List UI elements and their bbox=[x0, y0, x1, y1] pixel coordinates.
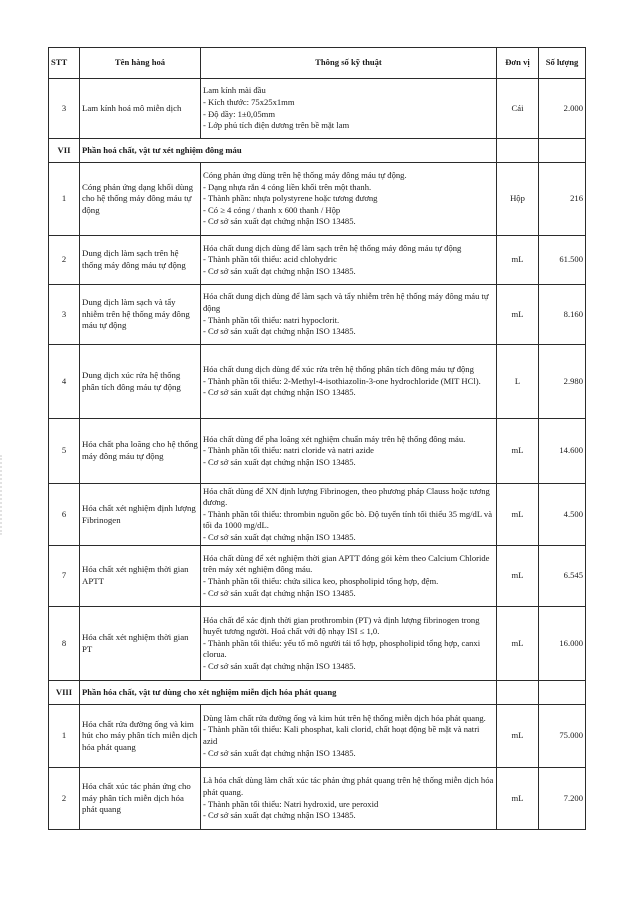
spec-line: - Thành phần tối thiểu: 2-Methyl-4-isothiazolin-3-one hydrochloride (MIT HCl). bbox=[203, 375, 481, 386]
spec-line: - Thành phần tối thiểu: acid chlohydric bbox=[203, 254, 337, 265]
spec-line: - Cơ sở sản xuất đạt chứng nhận ISO 13485. bbox=[203, 810, 356, 821]
spec-line: - Thành phần tối thiểu: Natri hydroxid, ure peroxid bbox=[203, 798, 379, 809]
section-unit-empty bbox=[497, 681, 539, 705]
table-body bbox=[49, 79, 586, 830]
spec-line: - Cơ sở sản xuất đạt chứng nhận ISO 13485. bbox=[203, 387, 356, 398]
header-unit: Đơn vị bbox=[497, 48, 539, 79]
row-stt: 4 bbox=[49, 345, 80, 419]
table-row bbox=[49, 546, 586, 607]
section-number: VII bbox=[49, 139, 80, 163]
faint-stamp-watermark bbox=[0, 455, 20, 535]
row-unit: Hộp bbox=[497, 163, 539, 236]
table-row bbox=[49, 484, 586, 546]
row-name: Hóa chất xét nghiệm thời gian PT bbox=[80, 607, 201, 681]
row-unit: mL bbox=[497, 236, 539, 285]
row-qty: 6.545 bbox=[539, 546, 586, 607]
table-row bbox=[49, 163, 586, 236]
spec-line: - Thành phần tối thiểu: thrombin nguồn gốc bò. Độ tuyến tính tối thiểu 35 mg/dL và tối đa 1000 mg/dL. bbox=[203, 508, 493, 531]
spec-line: Hóa chất dung dịch dùng để làm sạch và tẩy nhiễm trên hệ thống máy đông máu tự động bbox=[203, 291, 489, 313]
table-row bbox=[49, 419, 586, 484]
table-row bbox=[49, 285, 586, 345]
row-stt: 3 bbox=[49, 285, 80, 345]
row-qty: 61.500 bbox=[539, 236, 586, 285]
spec-line: Cóng phản ứng dùng trên hệ thống máy đông máu tự động. bbox=[203, 170, 407, 181]
row-qty: 14.600 bbox=[539, 419, 586, 484]
row-spec bbox=[201, 236, 497, 285]
spec-line: - Thành phần: nhựa polystyrene hoặc tương đương bbox=[203, 193, 378, 204]
spec-line: - Cơ sở sản xuất đạt chứng nhận ISO 13485. bbox=[203, 265, 356, 276]
row-name: Hóa chất pha loãng cho hệ thống máy đông máu tự động bbox=[80, 419, 201, 484]
section-number: VIII bbox=[49, 681, 80, 705]
section-title: Phần hoá chất, vật tư xét nghiệm đông máu bbox=[80, 139, 497, 163]
spec-line: - Cơ sở sản xuất đạt chứng nhận ISO 13485. bbox=[203, 747, 356, 758]
row-name: Dung dịch làm sạch trên hệ thống máy đông máu tự động bbox=[80, 236, 201, 285]
row-stt: 2 bbox=[49, 768, 80, 830]
spec-line: Hóa chất dùng để XN định lượng Fibrinogen, theo phương pháp Clauss hoặc tương đương. bbox=[203, 485, 490, 508]
spec-line: Hóa chất dung dịch dùng để làm sạch trên hệ thống máy đông máu tự động bbox=[203, 242, 462, 253]
row-unit: mL bbox=[497, 768, 539, 830]
spec-line: Hóa chất dùng để pha loãng xét nghiệm chuẩn máy trên hệ thống đông máu. bbox=[203, 433, 466, 444]
row-unit: mL bbox=[497, 546, 539, 607]
spec-line: Hóa chất dung dịch dùng để xúc rửa trên hệ thống phân tích đông máu tự động bbox=[203, 364, 474, 375]
row-spec bbox=[201, 163, 497, 236]
row-unit: mL bbox=[497, 607, 539, 681]
spec-line: - Thành phần tối thiểu: chứa silica keo, phospholipid tổng hợp, đệm. bbox=[203, 576, 439, 586]
table-row bbox=[49, 345, 586, 419]
section-row bbox=[49, 681, 586, 705]
section-qty-empty bbox=[539, 139, 586, 163]
row-spec bbox=[201, 546, 497, 607]
spec-line: Lam kính mài đầu bbox=[203, 85, 266, 96]
row-qty: 75.000 bbox=[539, 705, 586, 768]
row-spec bbox=[201, 768, 497, 830]
row-stt: 7 bbox=[49, 546, 80, 607]
row-unit: L bbox=[497, 345, 539, 419]
row-spec bbox=[201, 285, 497, 345]
spec-line: Dùng làm chất rửa đường ống và kim hút trên hệ thống miễn dịch hóa phát quang. bbox=[203, 712, 486, 723]
section-unit-empty bbox=[497, 139, 539, 163]
row-unit: mL bbox=[497, 285, 539, 345]
row-spec bbox=[201, 607, 497, 681]
spec-line: - Thành phần tối thiểu: natri hypoclorit. bbox=[203, 314, 340, 325]
spec-line: - Độ dầy: 1±0,05mm bbox=[203, 108, 276, 119]
row-spec bbox=[201, 345, 497, 419]
section-qty-empty bbox=[539, 681, 586, 705]
table-row bbox=[49, 768, 586, 830]
spec-line: - Có ≥ 4 cóng / thanh x 600 thanh / Hộp bbox=[203, 204, 341, 215]
spec-line: - Lớp phủ tích điện dương trên bề mặt lam bbox=[203, 120, 350, 131]
spec-line: Là hóa chất dùng làm chất xúc tác phản ứng phát quang trên hệ thống miễn dịch hóa phát quang. bbox=[203, 775, 494, 797]
row-stt: 8 bbox=[49, 607, 80, 681]
row-spec bbox=[201, 419, 497, 484]
row-spec bbox=[201, 484, 497, 546]
table-row bbox=[49, 607, 586, 681]
row-stt: 1 bbox=[49, 163, 80, 236]
row-name: Hóa chất rửa đường ống và kim hút cho máy phân tích miễn dịch hóa phát quang bbox=[80, 705, 201, 768]
row-unit: mL bbox=[497, 484, 539, 546]
row-name: Hóa chất xét nghiệm thời gian APTT bbox=[80, 546, 201, 607]
row-stt: 1 bbox=[49, 705, 80, 768]
section-row bbox=[49, 139, 586, 163]
row-unit: Cái bbox=[497, 79, 539, 139]
header-name: Tên hàng hoá bbox=[80, 48, 201, 79]
row-spec bbox=[201, 705, 497, 768]
table-row bbox=[49, 236, 586, 285]
spec-line: - Cơ sở sản xuất đạt chứng nhận ISO 13485. bbox=[203, 587, 356, 598]
section-title: Phần hóa chất, vật tư dùng cho xét nghiệm miễn dịch hóa phát quang bbox=[80, 681, 497, 705]
row-qty: 216 bbox=[539, 163, 586, 236]
row-qty: 2.000 bbox=[539, 79, 586, 139]
specification-table bbox=[48, 47, 586, 830]
header-qty: Số lượng bbox=[539, 48, 586, 79]
header-stt: STT bbox=[49, 48, 80, 79]
row-name: Lam kính hoá mô miễn dịch bbox=[80, 79, 201, 139]
row-qty: 16.000 bbox=[539, 607, 586, 681]
row-name: Dung dịch xúc rửa hệ thống phân tích đông máu tự động bbox=[80, 345, 201, 419]
spec-line: - Cơ sở sản xuất đạt chứng nhận ISO 13485. bbox=[203, 216, 356, 227]
row-unit: mL bbox=[497, 419, 539, 484]
row-stt: 2 bbox=[49, 236, 80, 285]
row-qty: 7.200 bbox=[539, 768, 586, 830]
spec-line: - Kích thước: 75x25x1mm bbox=[203, 96, 295, 107]
row-qty: 2.980 bbox=[539, 345, 586, 419]
row-qty: 8.160 bbox=[539, 285, 586, 345]
row-stt: 3 bbox=[49, 79, 80, 139]
spec-line: - Thành phần tối thiểu: Kali phosphat, kali clorid, chất hoạt động bề mặt và natri azid bbox=[203, 724, 480, 746]
spec-line: - Thành phần tối thiểu: yếu tố mô người tái tổ hợp, phospholipid tổng hợp, canxi clorua. bbox=[203, 637, 481, 660]
spec-line: Hóa chất dùng để xét nghiệm thời gian APTT đóng gói kèm theo Calcium Chloride trên máy xét nghiệm đông máu. bbox=[203, 552, 490, 575]
header-row bbox=[49, 48, 586, 79]
spec-line: - Cơ sở sản xuất đạt chứng nhận ISO 13485. bbox=[203, 531, 356, 542]
spec-line: - Thành phần tối thiểu: natri cloride và natri azide bbox=[203, 445, 374, 456]
row-name: Hóa chất xét nghiệm định lượng Fibrinogen bbox=[80, 484, 201, 546]
row-stt: 5 bbox=[49, 419, 80, 484]
table-row bbox=[49, 705, 586, 768]
row-stt: 6 bbox=[49, 484, 80, 546]
table-row bbox=[49, 79, 586, 139]
header-spec: Thông số kỹ thuật bbox=[201, 48, 497, 79]
row-name: Hóa chất xúc tác phản ứng cho máy phân tích miễn dịch hóa phát quang bbox=[80, 768, 201, 830]
spec-line: - Dạng nhựa rắn 4 cóng liền khối trên một thanh. bbox=[203, 181, 372, 192]
spec-line: - Cơ sở sản xuất đạt chứng nhận ISO 13485. bbox=[203, 660, 356, 671]
row-spec bbox=[201, 79, 497, 139]
row-qty: 4.500 bbox=[539, 484, 586, 546]
spec-line: - Cơ sở sản xuất đạt chứng nhận ISO 13485. bbox=[203, 326, 356, 337]
spec-line: Hóa chất để xác định thời gian prothrombin (PT) và định lượng fibrinogen trong huyết tương người. Hoá chất với độ nhạy ISI ≤ 1,0. bbox=[203, 614, 480, 637]
row-unit: mL bbox=[497, 705, 539, 768]
row-name: Cóng phản ứng dạng khối dùng cho hệ thống máy đông máu tự động bbox=[80, 163, 201, 236]
spec-line: - Cơ sở sản xuất đạt chứng nhận ISO 13485. bbox=[203, 456, 356, 467]
row-name: Dung dịch làm sạch và tẩy nhiễm trên hệ thống máy đông máu tự động bbox=[80, 285, 201, 345]
